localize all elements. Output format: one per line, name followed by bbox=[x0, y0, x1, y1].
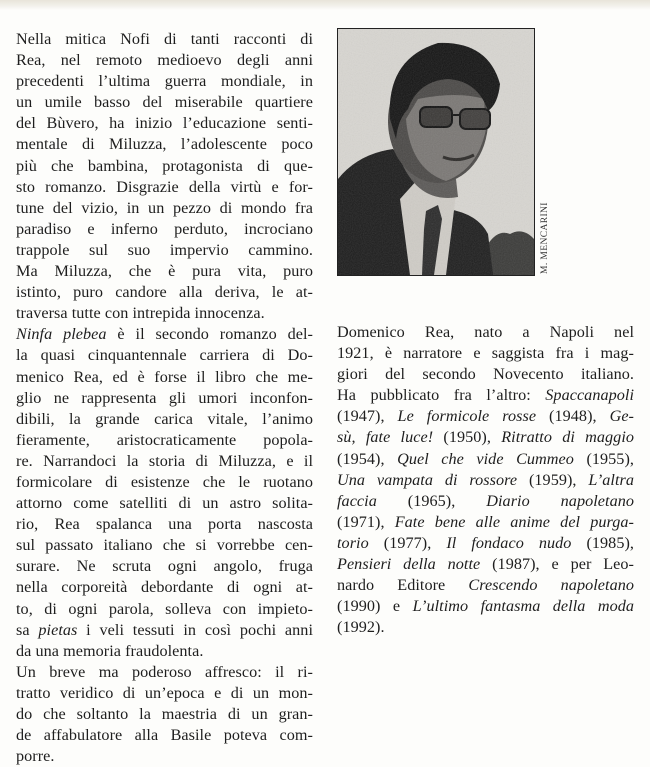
text-segment: nardo Editore bbox=[337, 576, 469, 595]
text-segment: Ha pubblicato fra l’altro: bbox=[337, 386, 546, 405]
text-line bbox=[337, 449, 634, 470]
text-segment: (1992). bbox=[337, 618, 385, 637]
text-line bbox=[337, 512, 634, 533]
book-title: Il fondaco nudo bbox=[446, 533, 572, 552]
book-title: sù, fate luce! bbox=[337, 428, 434, 447]
text-line: trappole sul suo impervio cammino. bbox=[16, 240, 313, 259]
text-segment: (1977), bbox=[368, 533, 447, 552]
text-segment: (1959), bbox=[517, 470, 589, 489]
text-line: istinto, puro candore alla deriva, le at- bbox=[16, 283, 313, 302]
text-line: sul passato italiano che si vorrebbe cen- bbox=[16, 536, 313, 555]
author-bio-paragraph bbox=[337, 322, 634, 638]
text-line: Rea, nel remoto medioevo degli anni bbox=[16, 51, 313, 70]
text-segment: 1921, è narratore e saggista fra i mag- bbox=[337, 344, 634, 363]
book-title: faccia bbox=[337, 491, 377, 510]
text-line: surare. Ne scruta ogni angolo, fruga bbox=[16, 557, 313, 576]
text-line: Ma Miluzza, che è pura vita, puro bbox=[16, 262, 313, 281]
book-title: L’ultimo fantasma della moda bbox=[412, 597, 635, 616]
text-line bbox=[337, 491, 634, 512]
text-line: de affabulatore alla Basile poteva com- bbox=[16, 726, 313, 745]
book-title: Ge- bbox=[609, 407, 634, 426]
text-line bbox=[337, 343, 634, 364]
text-line: tratto veridico di un’epoca e di un mon- bbox=[16, 683, 313, 702]
text-line: porre. bbox=[16, 747, 55, 766]
text-line bbox=[337, 554, 634, 575]
text-line: più che bambina, protagonista di que- bbox=[16, 156, 313, 175]
text-segment: (1950), bbox=[433, 428, 502, 447]
text-line bbox=[337, 385, 634, 406]
author-bio-column bbox=[337, 322, 634, 638]
book-title-ninfa-plebea: Ninfa plebea bbox=[16, 325, 107, 344]
text-line: traversa tutte con intrepida innocenza. bbox=[16, 304, 265, 323]
text-line: paradiso e inferno perduto, incrociano bbox=[16, 219, 313, 238]
text-line: precedenti l’ultima guerra mondiale, in bbox=[16, 72, 313, 91]
text-line bbox=[337, 364, 634, 385]
text-line: Nella mitica Nofi di tanti racconti di bbox=[16, 30, 313, 48]
text-line bbox=[337, 406, 634, 427]
text-segment: (1955), bbox=[573, 449, 634, 468]
book-title: torio bbox=[337, 533, 369, 552]
text-line: formicolare di esistenze che le ruotano bbox=[16, 472, 313, 491]
page-top-edge bbox=[0, 0, 650, 10]
book-title: L’altra bbox=[588, 470, 634, 489]
text-line bbox=[337, 596, 634, 617]
text-line: tune del vizio, in un pezzo di mondo fra bbox=[16, 198, 313, 217]
text-line: do che soltanto la maestria di un gran- bbox=[16, 705, 313, 723]
text-line: da una memoria fraudolenta. bbox=[16, 641, 204, 660]
text-segment: (1971), bbox=[337, 512, 395, 531]
text-line: sa pietas i veli tessuti in così pochi anni bbox=[16, 620, 313, 639]
text-segment: (1987), e per Leo- bbox=[480, 555, 634, 574]
book-title: Spaccanapoli bbox=[545, 386, 634, 405]
text-line bbox=[337, 617, 634, 638]
text-line bbox=[337, 470, 634, 491]
book-title: Fate bene alle anime del purga- bbox=[394, 512, 635, 531]
text-segment: Domenico Rea, nato a Napoli nel bbox=[337, 323, 634, 341]
text-line: Un breve ma poderoso affresco: il ri- bbox=[16, 662, 313, 681]
synopsis-column bbox=[16, 29, 313, 767]
text-line bbox=[337, 533, 634, 554]
synopsis-paragraph-1 bbox=[16, 29, 313, 324]
photo-credit: M. MENCARINI bbox=[540, 202, 550, 274]
book-title: Crescendo napoletano bbox=[468, 576, 634, 595]
text-line: mentale di Miluzza, l’adolescente poco bbox=[16, 135, 313, 154]
text-segment: (1985), bbox=[571, 533, 635, 552]
author-portrait-image bbox=[338, 29, 534, 275]
text-segment: (1965), bbox=[376, 491, 487, 510]
text-line: dibili, la grande carica vitale, l’animo bbox=[16, 409, 313, 428]
book-title: Diario napoletano bbox=[486, 491, 634, 510]
text-line: Ninfa plebea è il secondo romanzo del- bbox=[16, 325, 313, 344]
text-line: to, di ogni parola, solleva con impieto- bbox=[16, 599, 313, 618]
text-segment: (1947), bbox=[337, 407, 398, 426]
synopsis-paragraph-2 bbox=[16, 324, 313, 662]
synopsis-paragraph-3 bbox=[16, 662, 313, 767]
text-line bbox=[337, 575, 634, 596]
text-line: del Bùvero, ha inizio l’educazione senti- bbox=[16, 114, 313, 133]
author-photo bbox=[337, 28, 535, 276]
term-pietas: pietas bbox=[38, 620, 78, 639]
text-line: glio ne rappresenta gli umori inconfon- bbox=[16, 388, 313, 407]
book-title: Quel che vide Cummeo bbox=[397, 449, 574, 468]
text-line: menico Rea, ed è forse il libro che me- bbox=[16, 367, 313, 386]
book-title: Ritratto di maggio bbox=[501, 428, 635, 447]
text-segment: (1948), bbox=[536, 407, 610, 426]
book-title: Le formicole rosse bbox=[397, 407, 537, 426]
text-line: rio, Rea spalanca una porta nascosta bbox=[16, 515, 313, 534]
text-segment: giori del secondo Novecento italiano. bbox=[337, 365, 634, 384]
text-line: un umile basso del miserabile quartiere bbox=[16, 93, 313, 112]
text-line bbox=[337, 322, 634, 343]
book-title: Una vampata di rossore bbox=[337, 470, 518, 489]
text-line: nella corporeità debordante di ogni at- bbox=[16, 578, 313, 597]
book-title: Pensieri della notte bbox=[337, 555, 481, 574]
text-line: re. Narrandoci la storia di Miluzza, e il bbox=[16, 451, 313, 470]
text-line: la quasi cinquantennale carriera di Do- bbox=[16, 346, 313, 365]
text-line: fieramente, aristocraticamente popola- bbox=[16, 430, 313, 449]
text-segment: (1990) e bbox=[337, 597, 413, 616]
text-line bbox=[337, 427, 634, 448]
text-segment: (1954), bbox=[337, 449, 398, 468]
text-line: attorno come satelliti di un astro solita- bbox=[16, 494, 313, 513]
text-line: sto romanzo. Disgrazie della virtù e for- bbox=[16, 177, 313, 196]
